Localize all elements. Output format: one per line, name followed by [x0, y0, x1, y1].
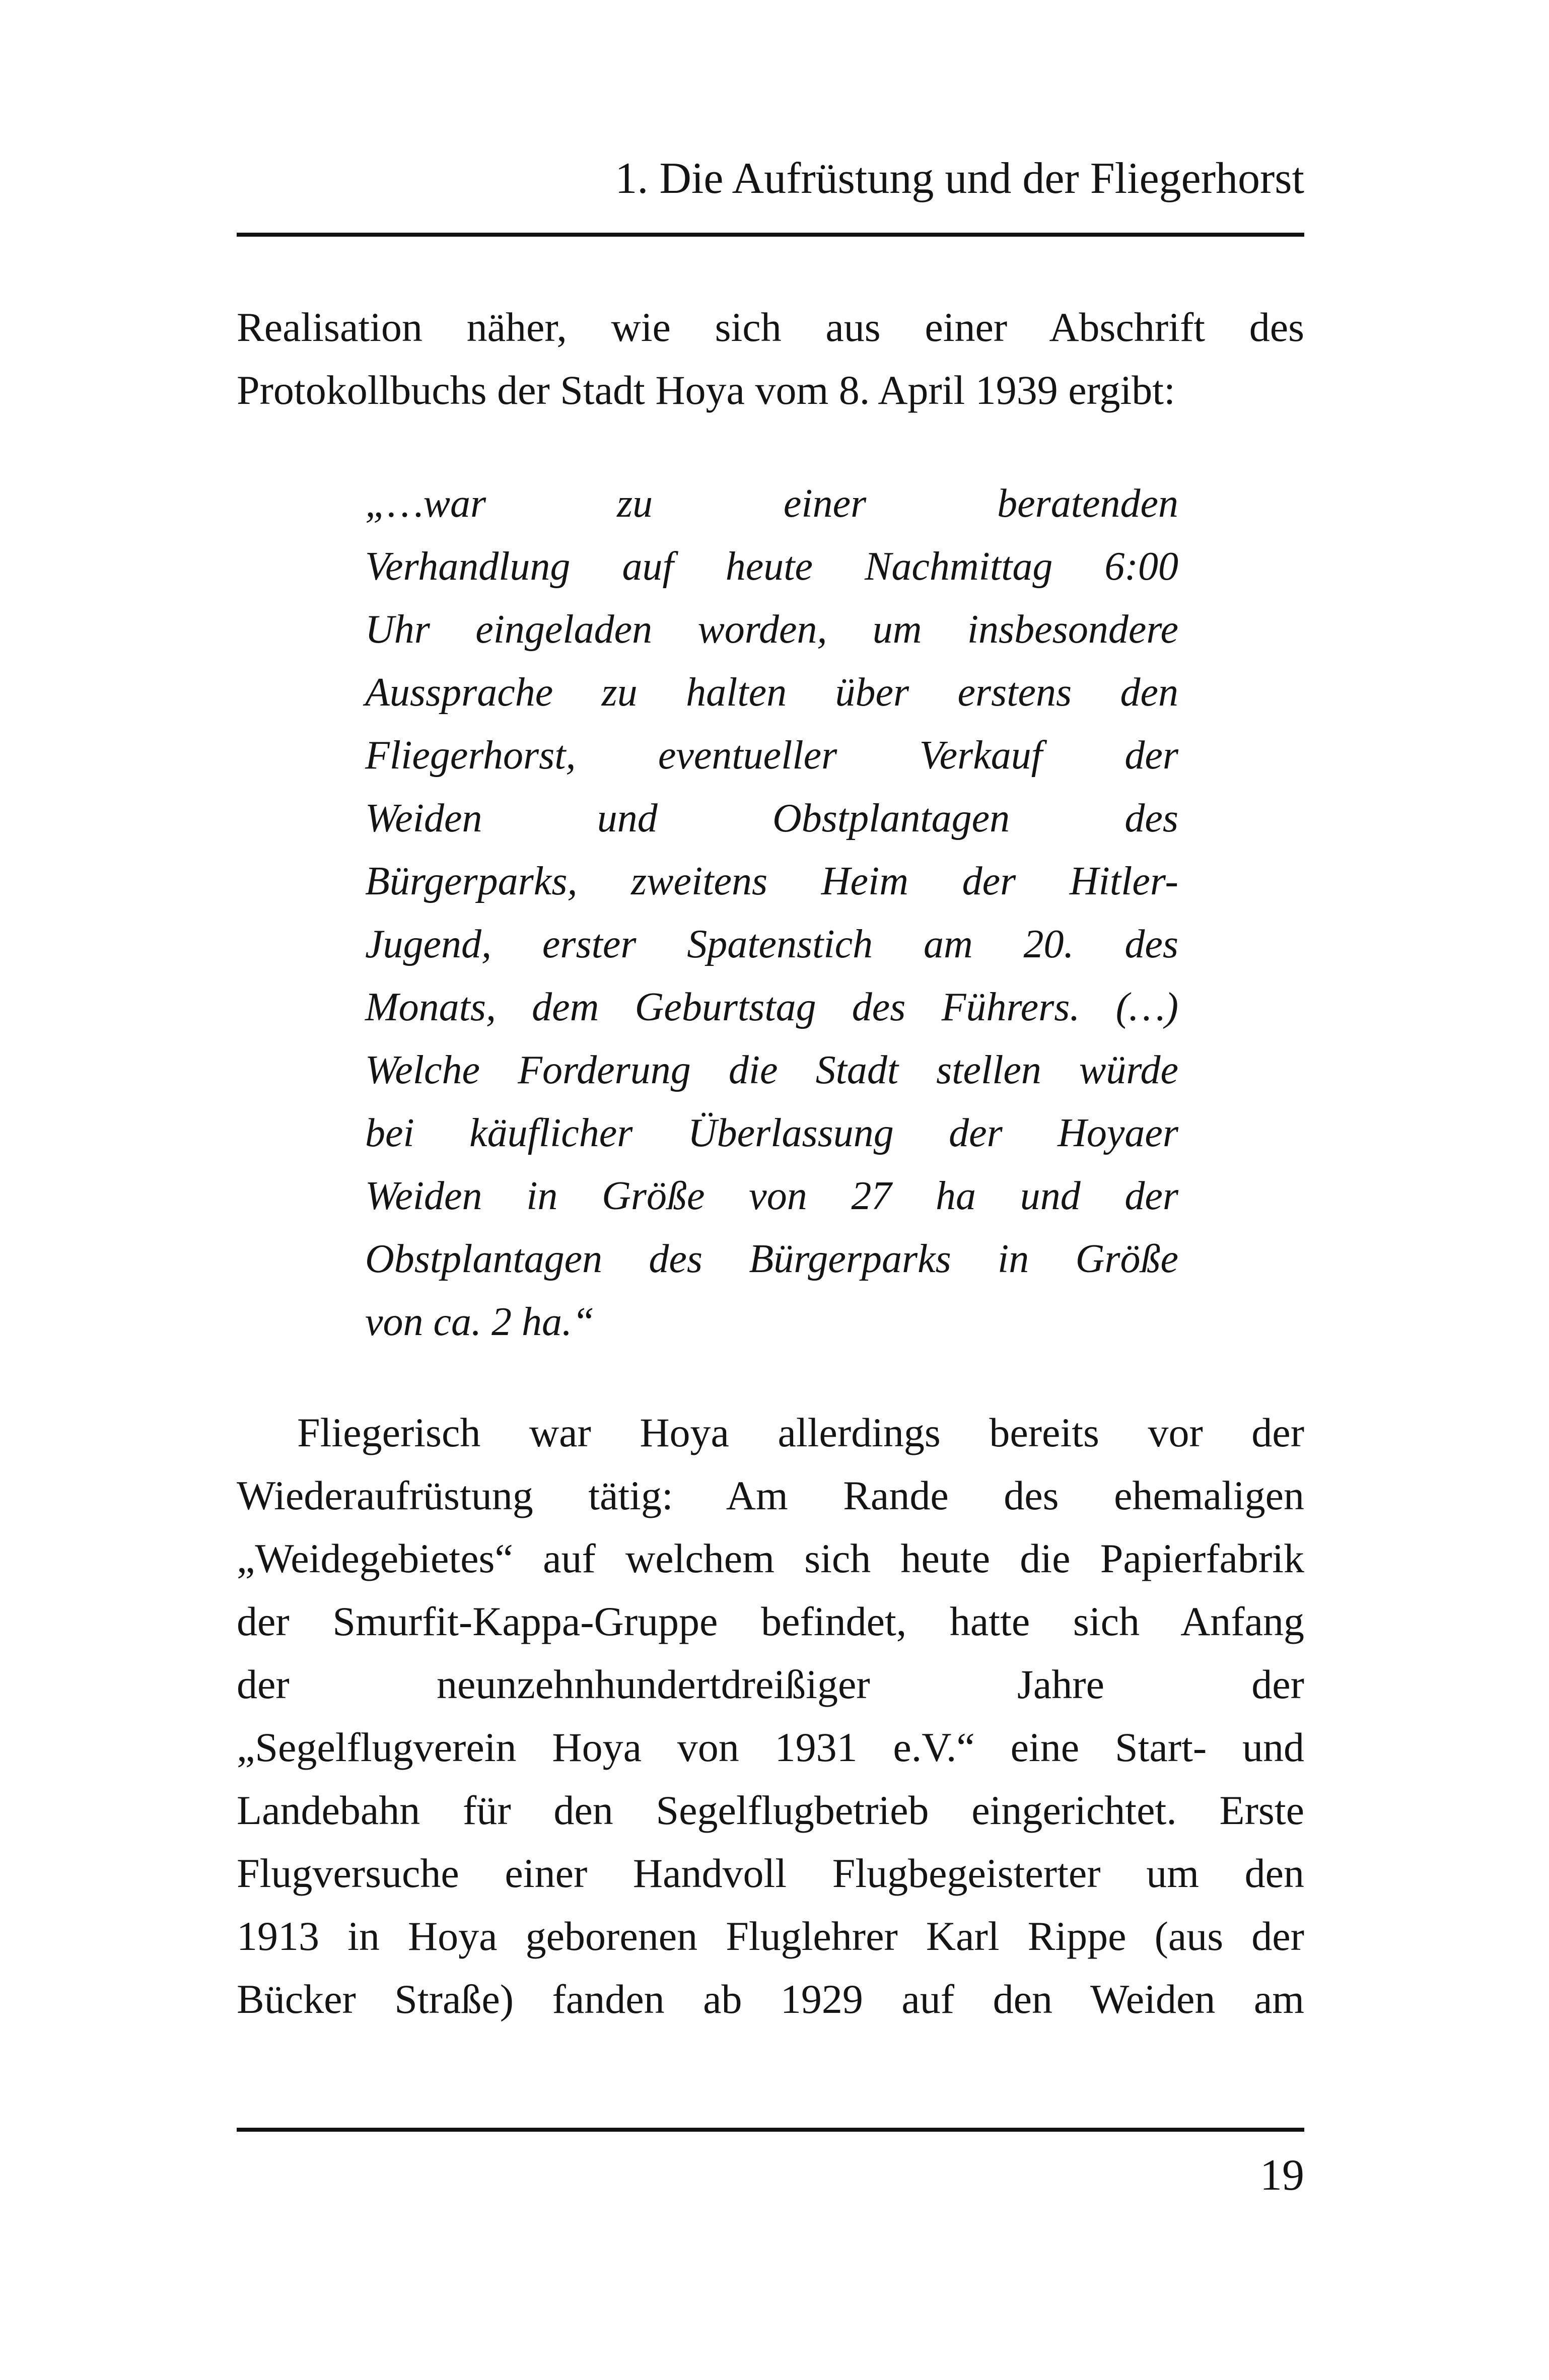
quote-line-14: von ca. 2 ha.“	[365, 1300, 595, 1344]
body-line-4: der Smurfit-Kappa-Gruppe befindet, hatte sich Anfang	[237, 1598, 1304, 1644]
body-line-9: 1913 in Hoya geborenen Fluglehrer Karl Rippe (aus der	[237, 1913, 1304, 1959]
quote-line-8: Jugend, erster Spatenstich am 20. des	[365, 922, 1178, 966]
running-header-title: 1. Die Aufrüstung und der Fliegerhorst	[615, 154, 1304, 203]
body-line-6: „Segelflugverein Hoya von 1931 e.V.“ eine Start- und	[237, 1724, 1304, 1770]
quote-line-13: Obstplantagen des Bürgerparks in Größe	[365, 1237, 1178, 1281]
quote-line-3: Uhr eingeladen worden, um insbesondere	[365, 607, 1178, 652]
body-line-8: Flugversuche einer Handvoll Flugbegeisterter um den	[237, 1850, 1304, 1896]
body-line-1: Fliegerisch war Hoya allerdings bereits vor der	[297, 1410, 1304, 1455]
page-number: 19	[1260, 2151, 1304, 2200]
quote-line-6: Weiden und Obstplantagen des	[365, 796, 1178, 841]
body-line-10: Bücker Straße) fanden ab 1929 auf den Weiden am	[237, 1976, 1304, 2022]
body-line-3: „Weidegebietes“ auf welchem sich heute die Papierfabrik	[237, 1535, 1304, 1581]
quote-line-11: bei käuflicher Überlassung der Hoyaer	[365, 1111, 1178, 1155]
intro-line-1: Realisation näher, wie sich aus einer Abschrift des	[237, 304, 1304, 350]
quote-line-12: Weiden in Größe von 27 ha und der	[365, 1174, 1178, 1218]
body-line-5: der neunzehnhundertdreißiger Jahre der	[237, 1661, 1304, 1707]
quote-line-7: Bürgerparks, zweitens Heim der Hitler-	[365, 859, 1178, 903]
body-line-2: Wiederaufrüstung tätig: Am Rande des ehemaligen	[237, 1473, 1304, 1518]
quote-line-5: Fliegerhorst, eventueller Verkauf der	[365, 733, 1178, 778]
quote-line-4: Aussprache zu halten über erstens den	[365, 670, 1178, 715]
quote-line-1: „…war zu einer beratenden	[365, 481, 1178, 526]
body-line-7: Landebahn für den Segelflugbetrieb eingerichtet. Erste	[237, 1787, 1304, 1833]
footer-rule	[237, 2128, 1304, 2132]
quote-line-2: Verhandlung auf heute Nachmittag 6:00	[365, 544, 1178, 589]
quote-line-9: Monats, dem Geburtstag des Führers. (…)	[365, 985, 1178, 1029]
intro-line-2: Protokollbuchs der Stadt Hoya vom 8. April 1939 ergibt:	[237, 367, 1175, 413]
quote-line-10: Welche Forderung die Stadt stellen würde	[365, 1048, 1178, 1092]
header-rule	[237, 233, 1304, 237]
